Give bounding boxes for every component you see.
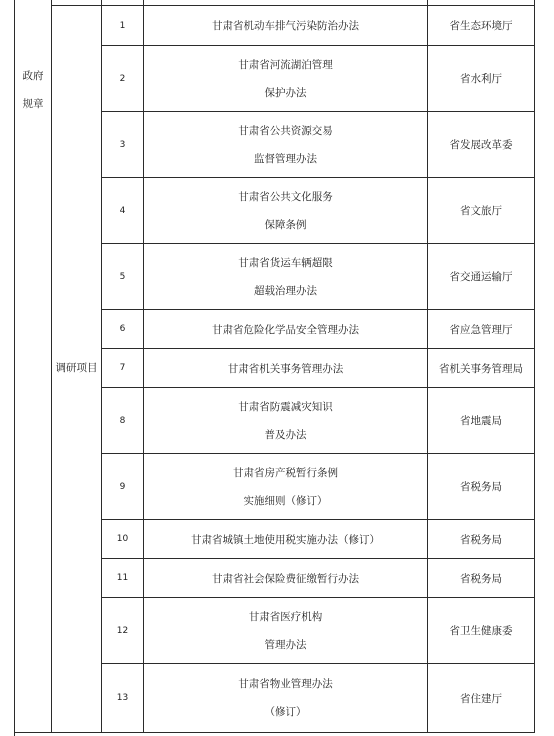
regulation-name [144,454,427,519]
department: 省税务局 [460,533,502,546]
name-line: 甘肃省防震减灾知识 [238,400,333,413]
regulation-name [144,112,427,177]
name-line: 甘肃省医疗机构 [248,610,323,623]
regulation-name [144,598,427,663]
category-line-2: 规章 [22,98,44,110]
name-line: 实施细则（修订） [243,494,328,507]
department: 省交通运输厅 [449,271,513,283]
department: 省地震局 [460,415,502,427]
regulation-name [144,178,427,243]
row-number: 7 [119,363,126,373]
name-line: 甘肃省房产税暂行条例 [233,466,338,479]
name-line: 甘肃省危险化学品安全管理办法 [212,323,359,336]
row-number: 5 [119,271,126,282]
name-line: 保障条例 [264,218,307,231]
regulation-name [144,46,427,111]
name-line: 甘肃省社会保险费征缴暂行办法 [212,572,359,585]
name-line: 监督管理办法 [254,152,317,165]
regulation-name [144,310,427,348]
name-line: 甘肃省物业管理办法 [238,678,333,690]
row-number: 1 [119,20,126,31]
name-line: 超载治理办法 [254,284,317,297]
regulation-name [144,520,427,558]
name-line: 甘肃省河流湖泊管理 [238,58,333,71]
regulation-name [144,664,427,732]
row-number: 11 [116,573,129,583]
row-number: 9 [119,481,126,492]
name-line: （修订） [264,706,307,718]
row-number: 4 [119,205,126,216]
department: 省应急管理厅 [449,323,513,336]
table-border-bottom [14,732,535,733]
department: 省文旅厅 [460,205,502,217]
department: 省水利厅 [460,73,502,85]
regulation-name [144,349,427,387]
row-number: 13 [116,693,129,703]
department: 省税务局 [460,572,502,585]
subcategory-cell: 调研项目 [55,362,98,374]
row-number: 6 [119,324,126,334]
regulation-name [144,388,427,453]
table-border-right [534,0,535,733]
category-cell [15,60,51,120]
name-line: 甘肃省机动车排气污染防治办法 [212,20,359,32]
regulation-name [144,559,427,597]
department: 省住建厅 [460,692,502,705]
regulation-name [144,244,427,309]
department: 省生态环境厅 [449,20,513,32]
row-number: 2 [119,73,126,84]
name-line: 保护办法 [264,86,307,99]
name-line: 甘肃省城镇土地使用税实施办法（修订） [191,533,380,546]
row-number: 10 [116,534,129,544]
department: 省发展改革委 [449,139,513,151]
row-number: 12 [116,625,129,636]
department: 省机关事务管理局 [439,362,523,375]
department: 省税务局 [460,481,502,493]
name-line: 甘肃省公共文化服务 [238,190,333,203]
row-number: 8 [119,415,126,426]
name-line: 甘肃省货运车辆超限 [238,256,333,269]
category-line-1: 政府 [22,70,44,82]
row-number: 3 [119,139,126,150]
name-line: 普及办法 [264,428,307,441]
regulation-name [144,6,427,45]
name-line: 甘肃省公共资源交易 [238,124,333,137]
department: 省卫生健康委 [449,625,513,637]
name-line: 管理办法 [264,638,307,651]
name-line: 甘肃省机关事务管理办法 [227,362,344,375]
